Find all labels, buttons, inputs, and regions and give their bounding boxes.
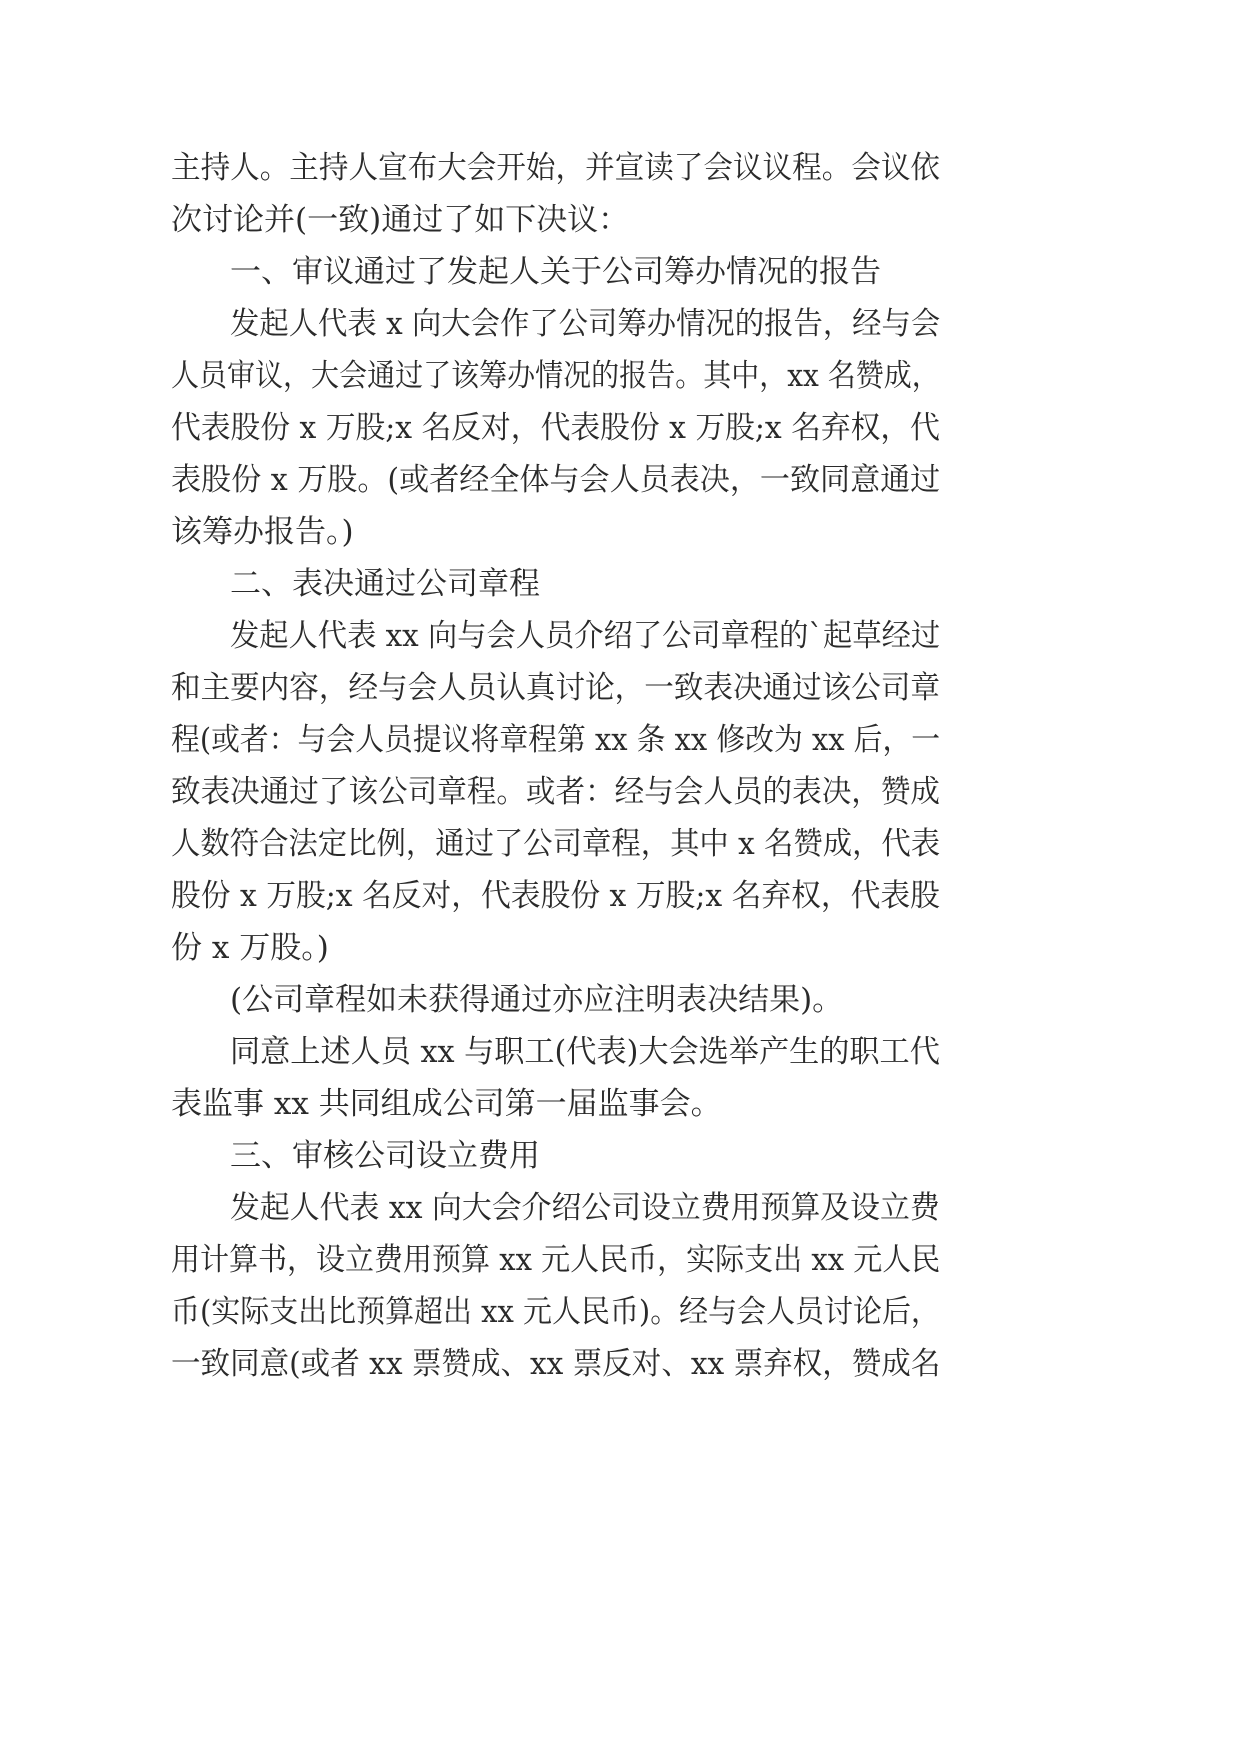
paragraph-line: 一致同意(或者 xx 票赞成、xx 票反对、xx 票弃权，赞成名 <box>171 1346 941 1382</box>
paragraph-line: 和主要内容，经与会人员认真讨论，一致表决通过该公司章 <box>171 670 941 706</box>
paragraph-line: 人员审议，大会通过了该筹办情况的报告。其中，xx 名赞成， <box>171 358 940 394</box>
paragraph-line: 程(或者：与会人员提议将章程第 xx 条 xx 修改为 xx 后，一 <box>171 722 941 758</box>
paragraph-line: 人数符合法定比例，通过了公司章程，其中 x 名赞成，代表 <box>171 826 941 862</box>
paragraph-line: 币(实际支出比预算超出 xx 元人民币)。经与会人员讨论后， <box>171 1294 940 1330</box>
paragraph-line: 次讨论并(一致)通过了如下决议： <box>171 202 630 238</box>
paragraph-line: (公司章程如未获得通过亦应注明表决结果)。 <box>230 982 844 1018</box>
paragraph-line: 股份 x 万股;x 名反对，代表股份 x 万股;x 名弃权，代表股 <box>171 878 940 914</box>
paragraph-line: 致表决通过了该公司章程。或者：经与会人员的表决，赞成 <box>171 774 941 810</box>
paragraph-line: 表股份 x 万股。(或者经全体与会人员表决，一致同意通过 <box>171 462 941 498</box>
paragraph-line: 发起人代表 x 向大会作了公司筹办情况的报告，经与会 <box>230 306 941 342</box>
section-heading: 三、审核公司设立费用 <box>230 1138 540 1174</box>
paragraph-line: 发起人代表 xx 向与会人员介绍了公司章程的`起草经过 <box>230 618 941 654</box>
section-heading: 一、审议通过了发起人关于公司筹办情况的报告 <box>230 254 881 290</box>
paragraph-line: 份 x 万股。) <box>171 930 329 966</box>
paragraph-line: 发起人代表 xx 向大会介绍公司设立费用预算及设立费 <box>230 1190 940 1226</box>
paragraph-line: 用计算书，设立费用预算 xx 元人民币，实际支出 xx 元人民 <box>171 1242 941 1278</box>
paragraph-line: 主持人。主持人宣布大会开始，并宣读了会议议程。会议依 <box>171 150 941 186</box>
paragraph-line: 该筹办报告。) <box>171 514 354 550</box>
paragraph-line: 同意上述人员 xx 与职工(代表)大会选举产生的职工代 <box>230 1034 940 1070</box>
paragraph-line: 表监事 xx 共同组成公司第一届监事会。 <box>171 1086 722 1122</box>
section-heading: 二、表决通过公司章程 <box>230 566 540 602</box>
paragraph-line: 代表股份 x 万股;x 名反对，代表股份 x 万股;x 名弃权，代 <box>171 410 940 446</box>
